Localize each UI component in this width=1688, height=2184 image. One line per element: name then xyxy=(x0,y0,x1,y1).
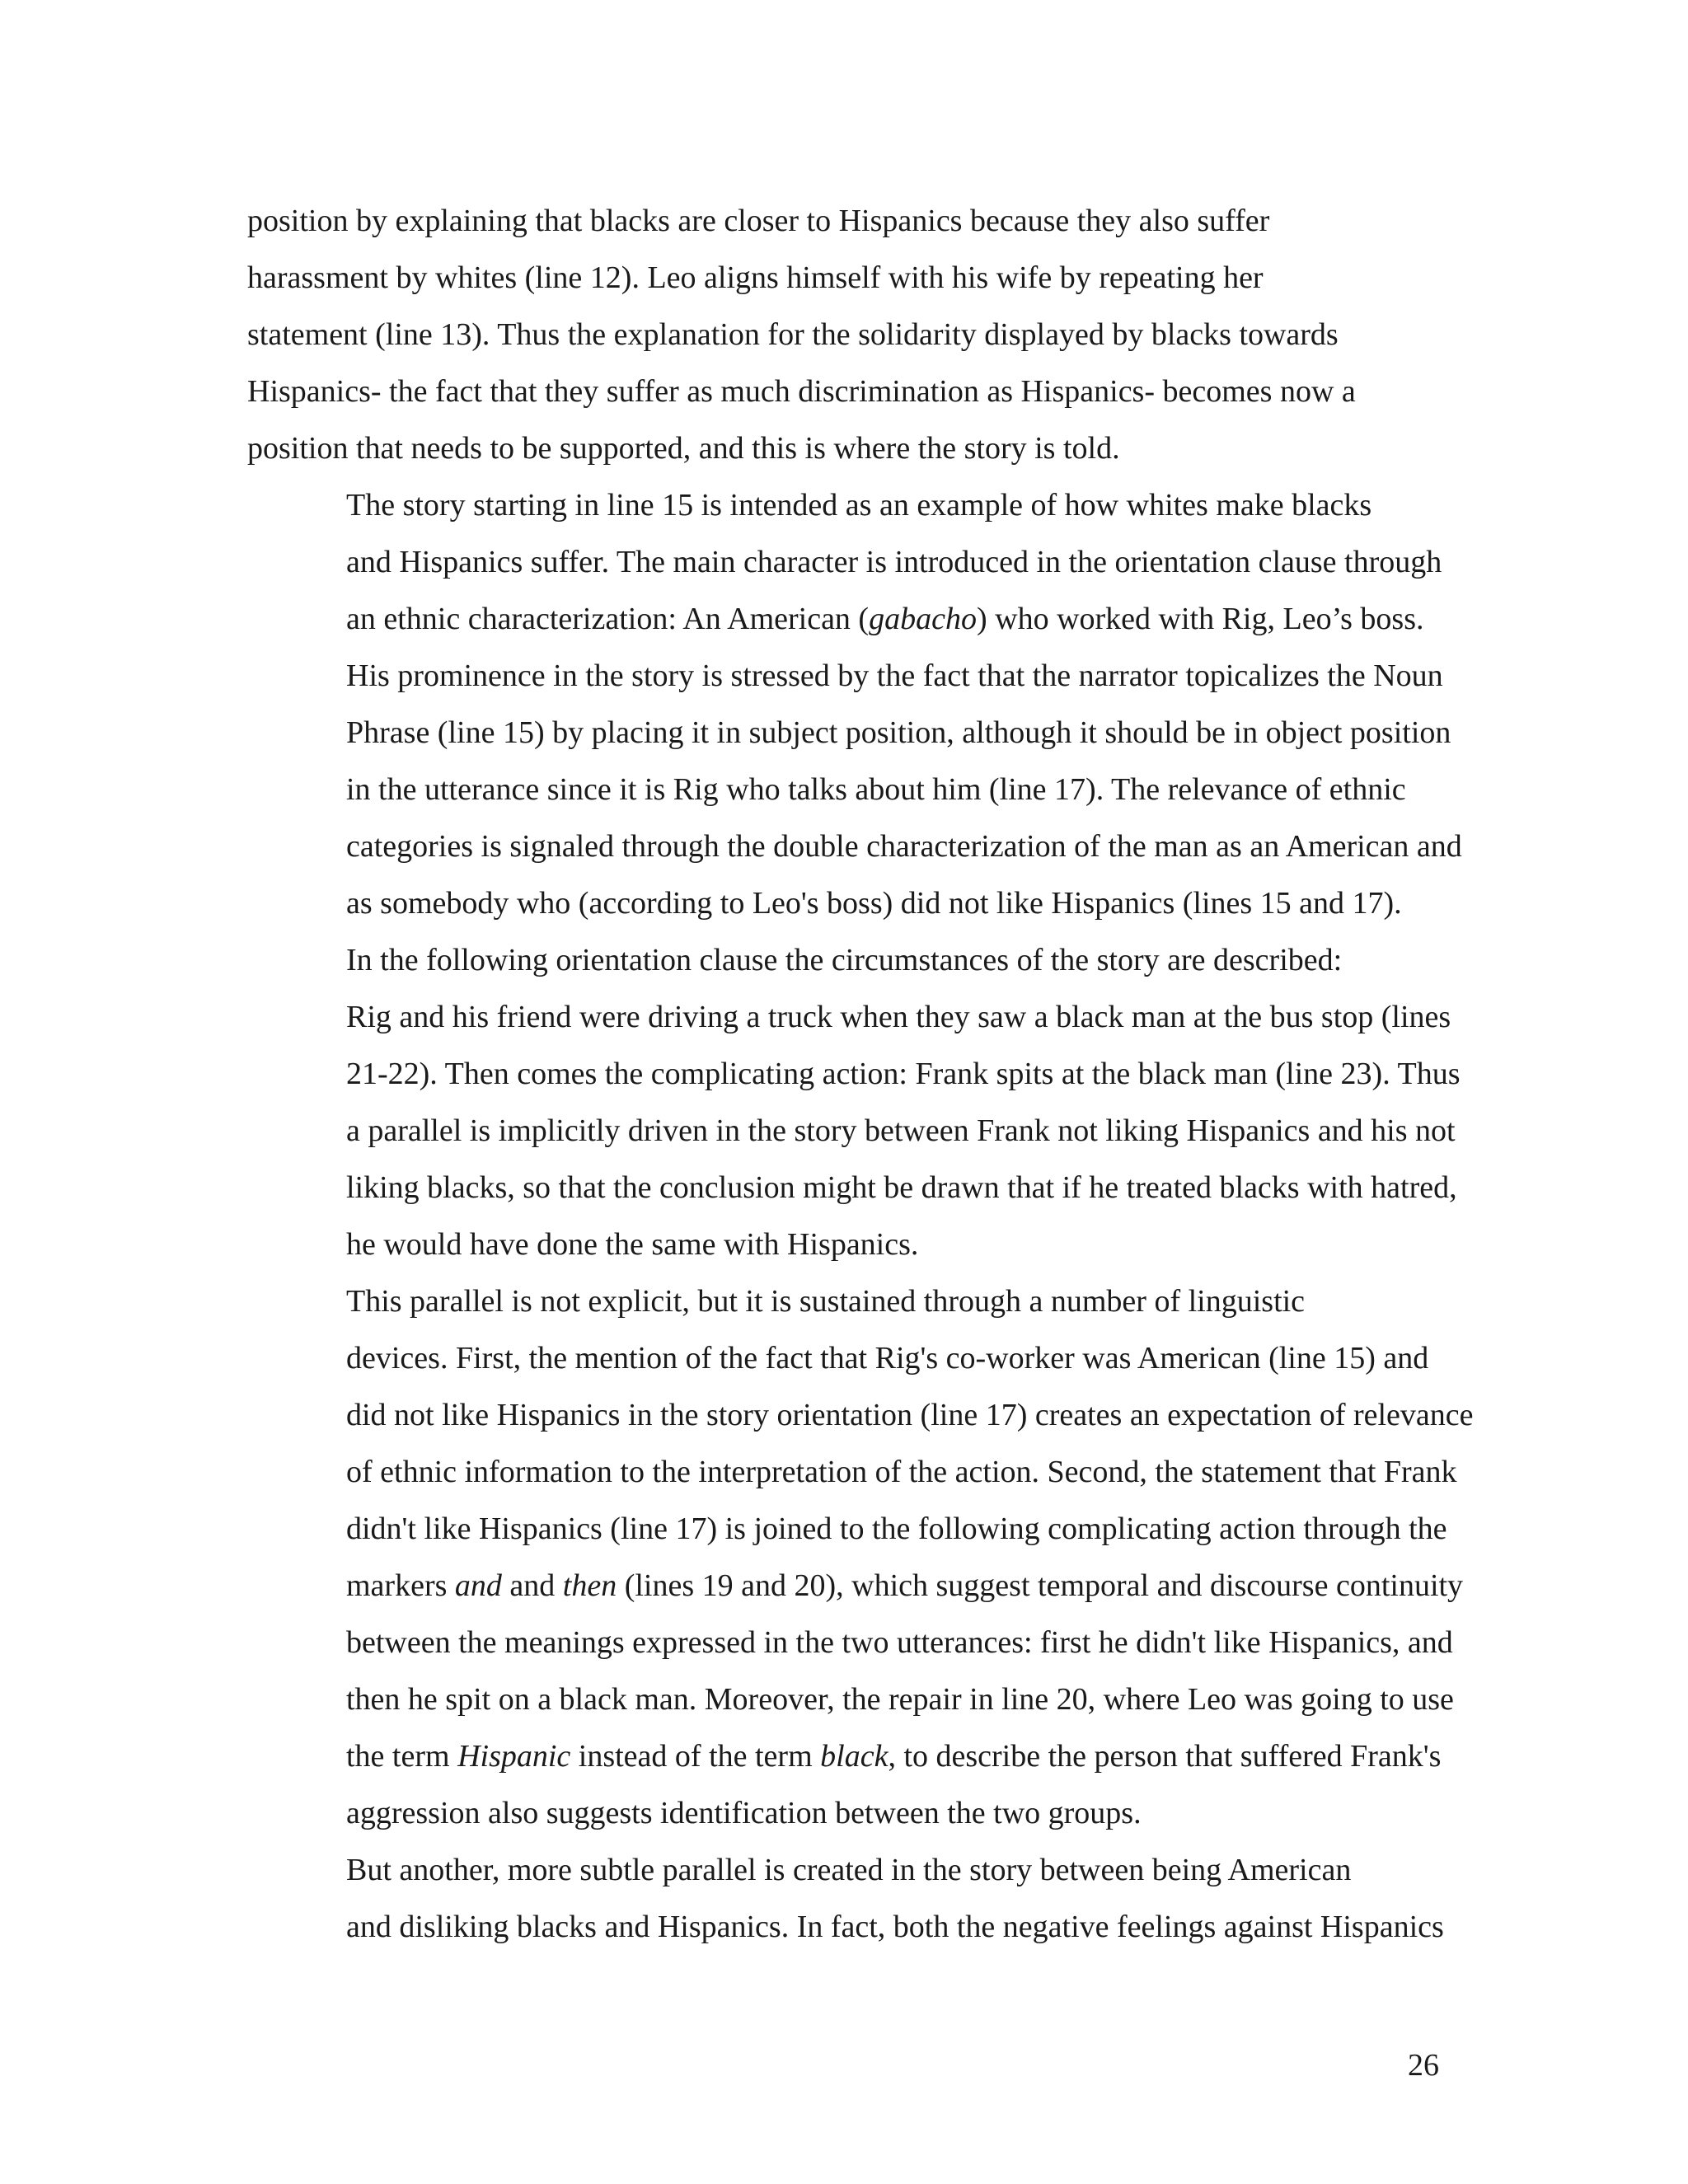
text-run: Rig and his friend were driving a truck when they saw a black man at the bus stop (lines xyxy=(346,1000,1451,1034)
text-run: categories is signaled through the double characterization of the man as an American and xyxy=(346,829,1462,864)
text-run: of ethnic information to the interpretation of the action. Second, the statement that Frank xyxy=(346,1455,1457,1489)
text-line xyxy=(247,1899,1444,1956)
text-run: an ethnic characterization: An American ( xyxy=(346,602,870,636)
text-run: But another, more subtle parallel is created in the story between being American xyxy=(346,1853,1352,1887)
text-run: , to describe the person that suffered Frank's xyxy=(888,1739,1442,1774)
text-run: between the meanings expressed in the two utterances: first he didn't like Hispanics, and xyxy=(346,1625,1453,1660)
paragraph xyxy=(247,1273,1474,1842)
text-run: In the following orientation clause the circumstances of the story are described: xyxy=(346,943,1343,977)
text-run: didn't like Hispanics (line 17) is joined to the following complicating action through the xyxy=(346,1511,1447,1546)
text-line xyxy=(247,1387,1474,1444)
page-number: 26 xyxy=(1408,2048,1439,2083)
text-run: did not like Hispanics in the story orientation (line 17) creates an expectation of relevance xyxy=(346,1398,1474,1432)
text-line xyxy=(247,989,1451,1046)
body-text xyxy=(247,193,1474,1956)
text-line xyxy=(247,932,1441,989)
italic-term: Hispanic xyxy=(457,1739,571,1774)
text-line xyxy=(247,420,1441,477)
text-run: as somebody who (according to Leo's boss) did not like Hispanics (lines 15 and 17). xyxy=(346,886,1402,921)
text-run: Phrase (line 15) by placing it in subject position, although it should be in object position xyxy=(346,715,1451,750)
text-run: the term xyxy=(346,1739,458,1774)
text-run: in the utterance since it is Rig who talks about him (line 17). The relevance of ethnic xyxy=(346,772,1406,807)
text-run: devices. First, the mention of the fact that Rig's co-worker was American (line 15) and xyxy=(346,1341,1429,1376)
text-line xyxy=(247,705,1451,762)
text-run: instead of the term xyxy=(570,1739,821,1774)
text-line xyxy=(247,818,1462,875)
italic-term: and xyxy=(454,1568,502,1603)
text-line xyxy=(247,1273,1441,1330)
text-run: position that needs to be supported, and this is where the story is told. xyxy=(247,431,1120,466)
paragraph xyxy=(247,477,1462,932)
text-line xyxy=(247,1842,1441,1899)
text-line xyxy=(247,193,1441,250)
text-run: he would have done the same with Hispanics. xyxy=(346,1227,919,1262)
text-run: then he spit on a black man. Moreover, the repair in line 20, where Leo was going to use xyxy=(346,1682,1454,1717)
text-line xyxy=(247,250,1441,307)
text-line xyxy=(247,1330,1441,1387)
text-line xyxy=(247,307,1441,363)
text-line xyxy=(247,363,1441,420)
text-run: a parallel is implicitly driven in the story between Frank not liking Hispanics and his not xyxy=(346,1113,1456,1148)
text-run: liking blacks, so that the conclusion might be drawn that if he treated blacks with hatred, xyxy=(346,1170,1457,1205)
paragraph xyxy=(247,1842,1444,1956)
text-run: This parallel is not explicit, but it is sustained through a number of linguistic xyxy=(346,1284,1306,1319)
text-run: The story starting in line 15 is intended as an example of how whites make blacks xyxy=(346,488,1372,523)
text-run: Hispanics- the fact that they suffer as much discrimination as Hispanics- becomes now a xyxy=(247,374,1356,409)
paragraph xyxy=(247,932,1461,1273)
text-line xyxy=(247,591,1441,648)
text-line xyxy=(247,1728,1441,1785)
text-run: His prominence in the story is stressed by the fact that the narrator topicalizes the Noun xyxy=(346,658,1443,693)
text-line xyxy=(247,534,1441,591)
text-run: position by explaining that blacks are closer to Hispanics because they also suffer xyxy=(247,204,1270,238)
text-run: and Hispanics suffer. The main character is introduced in the orientation clause through xyxy=(346,545,1442,579)
text-run: and xyxy=(501,1568,563,1603)
text-line xyxy=(247,1501,1447,1558)
text-line xyxy=(247,1160,1457,1216)
italic-term: then xyxy=(562,1568,617,1603)
italic-term: gabacho xyxy=(869,602,977,636)
text-line xyxy=(247,875,1441,932)
text-line xyxy=(247,1615,1453,1671)
text-run: and disliking blacks and Hispanics. In fact, both the negative feelings against Hispanics xyxy=(346,1910,1444,1944)
text-run: (lines 19 and 20), which suggest temporal and discourse continuity xyxy=(617,1568,1464,1603)
text-line xyxy=(247,1046,1461,1103)
text-line xyxy=(247,1103,1456,1160)
text-line xyxy=(247,762,1441,818)
text-run: aggression also suggests identification between the two groups. xyxy=(346,1796,1142,1830)
italic-term: black xyxy=(820,1739,889,1774)
text-line xyxy=(247,1216,1441,1273)
text-line xyxy=(247,1671,1454,1728)
text-line xyxy=(247,1785,1441,1842)
text-run: markers xyxy=(346,1568,455,1603)
paragraph xyxy=(247,193,1441,477)
text-run: harassment by whites (line 12). Leo aligns himself with his wife by repeating her xyxy=(247,260,1264,295)
text-line xyxy=(247,648,1441,705)
text-line xyxy=(247,477,1441,534)
text-line xyxy=(247,1444,1457,1501)
text-run: 21-22). Then comes the complicating action: Frank spits at the black man (line 23). Thus xyxy=(346,1057,1461,1091)
text-run: statement (line 13). Thus the explanation for the solidarity displayed by blacks towards xyxy=(247,317,1339,352)
text-line xyxy=(247,1558,1464,1615)
text-run: ) who worked with Rig, Leo’s boss. xyxy=(976,602,1424,636)
